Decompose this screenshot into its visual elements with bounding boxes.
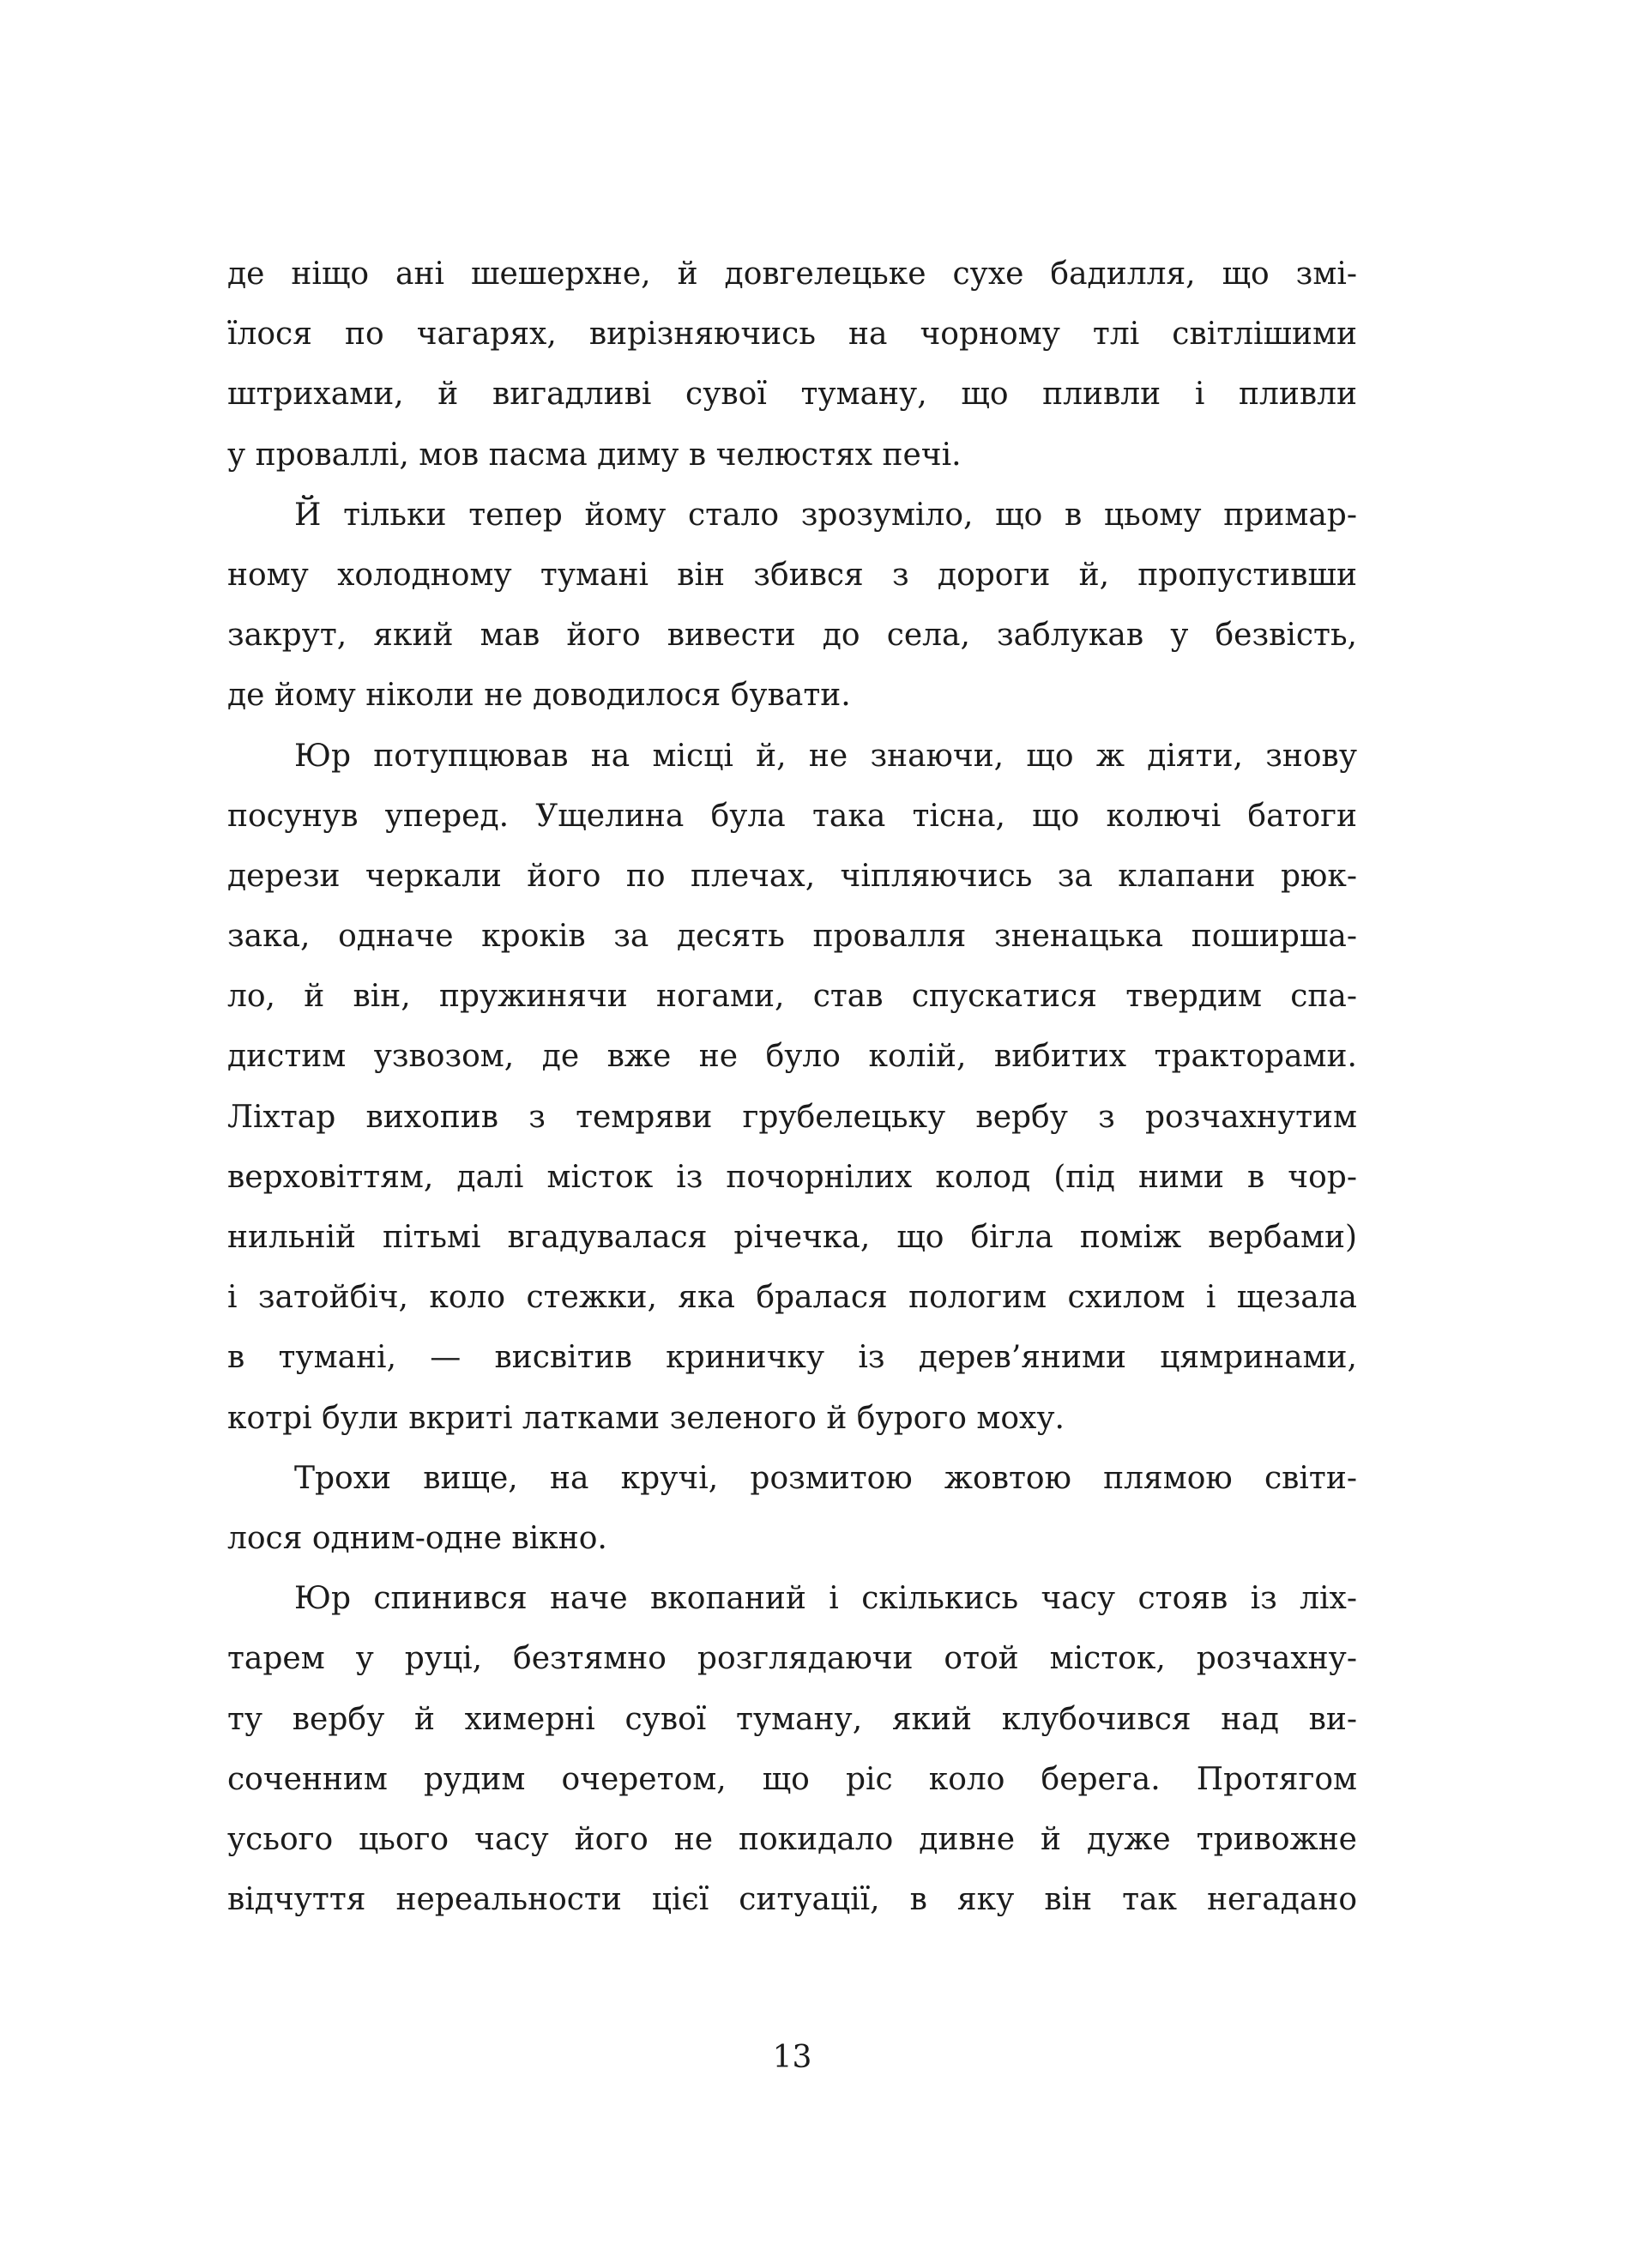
text-line: де йому ніколи не доводилося бувати.: [227, 678, 851, 714]
paragraph-3: [227, 727, 1357, 1449]
body-text: [227, 244, 1357, 1930]
paragraph-5: [227, 1569, 1357, 1930]
text-line: соченним рудим очеретом, що ріс коло берега. Протягом: [227, 1761, 1357, 1797]
text-line: посунув уперед. Ущелина була така тісна, що колючі батоги: [227, 798, 1357, 834]
text-line: Ліхтар вихопив з темряви грубелецьку вербу з розчахнутим: [227, 1099, 1357, 1135]
text-line: Трохи вище, на кручі, розмитою жовтою плямою світи-: [294, 1460, 1357, 1496]
paragraph-1: [227, 244, 1357, 486]
text-line: відчуття нереальности цієї ситуації, в яку він так негадано: [227, 1882, 1357, 1918]
page-number: 13: [772, 2040, 812, 2075]
text-line: тарем у руці, безтямно розглядаючи отой місток, розчахну-: [227, 1641, 1357, 1677]
text-line: усього цього часу його не покидало дивне й дуже тривожне: [227, 1821, 1357, 1857]
text-line: Юр потупцював на місці й, не знаючи, що ж діяти, знову: [294, 738, 1357, 774]
text-line: зака, одначе кроків за десять провалля зненацька поширша-: [227, 919, 1357, 955]
text-line: дерези черкали його по плечах, чіпляючись за клапани рюк-: [227, 858, 1357, 894]
text-line: закрут, який мав його вивести до села, заблукав у безвість,: [227, 618, 1357, 654]
text-line: штрихами, й вигадливі сувої туману, що пливли і пливли: [227, 377, 1357, 413]
text-line: в тумані, — висвітив криничку із дерев’яними цямринами,: [227, 1340, 1357, 1376]
text-line: і затойбіч, коло стежки, яка бралася пологим схилом і щезала: [227, 1280, 1357, 1316]
text-line: Юр спинився наче вкопаний і скількись часу стояв із ліх-: [294, 1581, 1357, 1617]
text-line: лося одним-одне вікно.: [227, 1520, 607, 1556]
paragraph-2: [227, 486, 1357, 727]
text-line: верховіттям, далі місток із почорнілих колод (під ними в чор-: [227, 1159, 1357, 1195]
text-line: у проваллі, мов пасма диму в челюстях печі.: [227, 437, 962, 473]
text-line: де ніщо ані шешерхне, й довгелецьке сухе бадилля, що змі-: [227, 256, 1357, 292]
paragraph-4: [227, 1449, 1357, 1569]
text-line: нильній пітьмі вгадувалася річечка, що бігла поміж вербами): [227, 1220, 1357, 1255]
text-line: ному холодному тумані він збився з дороги й, пропустивши: [227, 557, 1357, 593]
text-line: ту вербу й химерні сувої туману, який клубочився над ви-: [227, 1701, 1357, 1737]
text-line: ло, й він, пружинячи ногами, став спускатися твердим спа-: [227, 979, 1357, 1015]
text-line: Й тільки тепер йому стало зрозуміло, що в цьому примар-: [294, 497, 1357, 533]
text-line: котрі були вкриті латками зеленого й бурого моху.: [227, 1400, 1065, 1436]
text-line: дистим узвозом, де вже не було колій, вибитих тракторами.: [227, 1039, 1357, 1075]
text-line: їлося по чагарях, вирізняючись на чорному тлі світлішими: [227, 317, 1357, 353]
